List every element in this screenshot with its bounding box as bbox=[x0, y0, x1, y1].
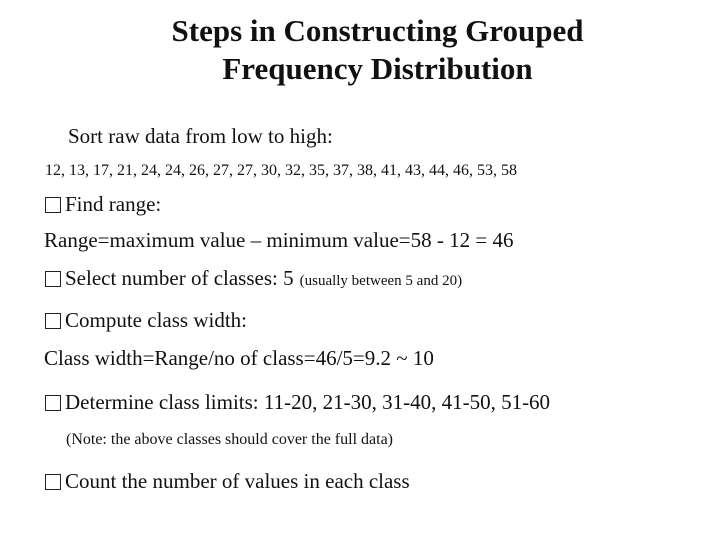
raw-data-list: 12, 13, 17, 21, 24, 24, 26, 27, 27, 30, 32, 35, 37, 38, 41, 43, 44, 46, 53, 58 bbox=[45, 162, 517, 179]
step-compute-width-label: Compute class width: bbox=[65, 308, 247, 332]
step-count bbox=[45, 469, 410, 494]
title-line-2: Frequency Distribution bbox=[222, 51, 533, 86]
step-class-limits bbox=[45, 390, 550, 415]
checkbox-bullet-icon bbox=[45, 395, 61, 411]
slide-title bbox=[0, 12, 720, 88]
width-formula: Class width=Range/no of class=46/5=9.2 ~ 10 bbox=[44, 346, 434, 370]
limits-note: (Note: the above classes should cover the full data) bbox=[66, 431, 393, 448]
checkbox-bullet-icon bbox=[45, 313, 61, 329]
step-select-classes-label: Select number of classes: 5 bbox=[65, 266, 294, 290]
title-line-1: Steps in Constructing Grouped bbox=[171, 13, 584, 48]
checkbox-bullet-icon bbox=[45, 474, 61, 490]
checkbox-bullet-icon bbox=[45, 197, 61, 213]
step-class-limits-label: Determine class limits: 11-20, 21-30, 31-40, 41-50, 51-60 bbox=[65, 390, 551, 414]
checkbox-bullet-icon bbox=[45, 271, 61, 287]
range-formula: Range=maximum value – minimum value=58 - 12 = 46 bbox=[44, 228, 514, 252]
step-compute-width bbox=[45, 308, 247, 333]
step-select-classes bbox=[45, 266, 462, 291]
step-find-range bbox=[45, 192, 161, 217]
step-count-label: Count the number of values in each class bbox=[65, 469, 410, 493]
intro-text: Sort raw data from low to high: bbox=[68, 124, 333, 148]
step-find-range-label: Find range: bbox=[65, 192, 162, 216]
select-classes-note: (usually between 5 and 20) bbox=[299, 273, 463, 289]
